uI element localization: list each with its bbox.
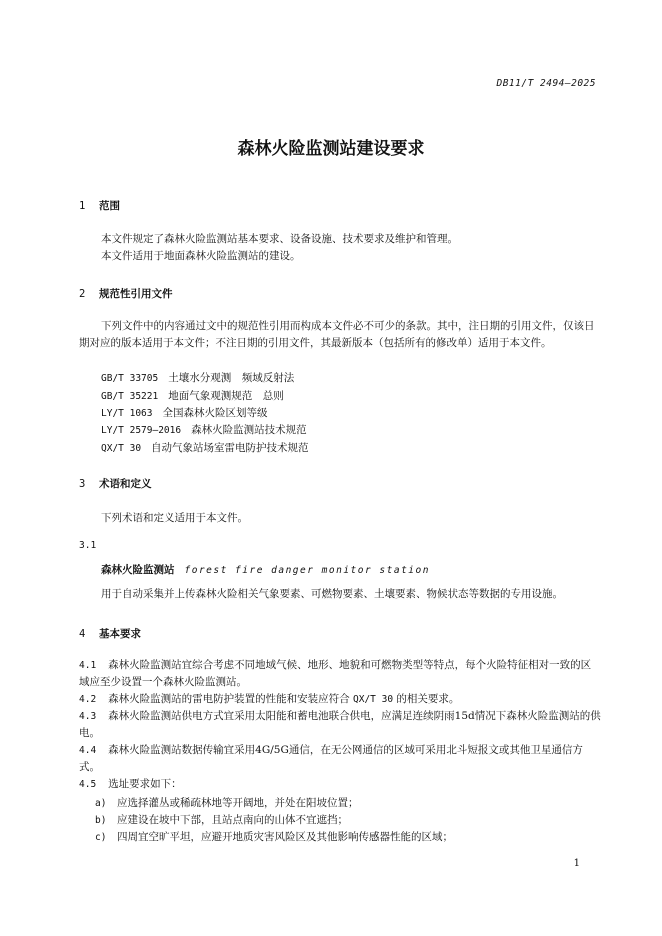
- section-title: 术语和定义: [99, 478, 152, 490]
- clause-text: 森林火险监测站供电方式宜采用太阳能和蓄电池联合供电，应满足连续阴雨15d情况下森林火险监测站的供电。: [79, 710, 601, 739]
- reference-name: 自动气象站场室雷电防护技术规范: [151, 442, 309, 454]
- list-item: [95, 795, 359, 810]
- reference-code: LY/T 1063: [101, 408, 153, 419]
- reference-item: [101, 440, 309, 455]
- clause-number: 4.1: [79, 660, 97, 671]
- reference-name: 土壤水分观测 频域反射法: [168, 372, 295, 384]
- clause-number: 4.4: [79, 745, 97, 756]
- term-number: 3.1: [79, 540, 97, 551]
- list-letter: b): [95, 815, 107, 826]
- reference-name: 全国森林火险区划等级: [162, 407, 268, 419]
- section-number: 3: [79, 478, 86, 490]
- section-2-heading: [79, 286, 173, 301]
- section-number: 1: [79, 200, 86, 212]
- clause-text: 森林火险监测站宜综合考虑不同地域气候、地形、地貌和可燃物类型等特点，每个火险特征相对一致的区域应至少设置一个森林火险监测站。: [79, 659, 592, 688]
- section-1-heading: [79, 198, 120, 213]
- reference-code: QX/T 30: [353, 694, 394, 705]
- scope-paragraph-2: 本文件适用于地面森林火险监测站的建设。: [101, 250, 301, 262]
- section-title: 范围: [99, 200, 120, 212]
- term-chinese: 森林火险监测站: [101, 564, 175, 576]
- reference-code: GB/T 35221: [101, 391, 159, 402]
- section-3-heading: [79, 476, 152, 491]
- list-item: [95, 812, 348, 827]
- scope-paragraph-1: 本文件规定了森林火险监测站基本要求、设备设施、技术要求及维护和管理。: [101, 233, 458, 245]
- section-4-heading: [79, 626, 141, 641]
- term-entry: [101, 562, 430, 577]
- reference-item: [101, 370, 294, 385]
- clause-number: 4.5: [79, 779, 97, 790]
- reference-item: [101, 405, 267, 420]
- standard-code: DB11/T 2494—2025: [496, 78, 596, 89]
- clause-text: 森林火险监测站的雷电防护装置的性能和安装应符合: [108, 693, 350, 705]
- section-number: 4: [79, 628, 86, 640]
- reference-item: [101, 388, 284, 403]
- clause-4-2: [79, 691, 601, 708]
- clause-text: 选址要求如下：: [108, 778, 182, 790]
- reference-code: QX/T 30: [101, 443, 142, 454]
- section-title: 规范性引用文件: [99, 288, 173, 300]
- reference-code: GB/T 33705: [101, 373, 159, 384]
- term-english: forest fire danger monitor station: [184, 565, 430, 576]
- document-title: 森林火险监测站建设要求: [237, 139, 425, 159]
- clause-4-1: [79, 657, 601, 691]
- clause-4-4: [79, 742, 601, 776]
- clause-4-3: [79, 708, 601, 742]
- clause-text: 森林火险监测站数据传输宜采用4G/5G通信，在无公网通信的区域可采用北斗短报文或其他卫星通信方式。: [79, 744, 583, 773]
- list-letter: c): [95, 832, 107, 843]
- terms-intro: 下列术语和定义适用于本文件。: [101, 512, 248, 524]
- list-item: [95, 829, 453, 844]
- term-definition: 用于自动采集并上传森林火险相关气象要素、可燃物要素、土壤要素、物候状态等数据的专用设施。: [101, 588, 563, 600]
- list-letter: a): [95, 798, 107, 809]
- normative-references-intro: 下列文件中的内容通过文中的规范性引用而构成本文件必不可少的条款。其中，注日期的引用文件，仅该日期对应的版本适用于本文件；不注日期的引用文件，其最新版本（包括所有的修改单）适用于本文件。: [79, 320, 595, 349]
- reference-item: [101, 422, 307, 437]
- page-number: 1: [573, 858, 580, 869]
- reference-code: LY/T 2579—2016: [101, 425, 182, 436]
- reference-name: 森林火险监测站技术规范: [191, 424, 307, 436]
- list-text: 应选择灌丛或稀疏林地等开阔地，并处在阳坡位置；: [117, 797, 359, 809]
- clause-number: 4.3: [79, 711, 97, 722]
- list-text: 四周宜空旷平坦，应避开地质灾害风险区及其他影响传感器性能的区域；: [117, 831, 453, 843]
- section-number: 2: [79, 288, 86, 300]
- clause-number: 4.2: [79, 694, 97, 705]
- section-title: 基本要求: [99, 628, 141, 640]
- list-text: 应建设在坡中下部，且站点南向的山体不宜遮挡；: [117, 814, 348, 826]
- reference-name: 地面气象观测规范 总则: [168, 390, 284, 402]
- clause-4-5: [79, 776, 601, 793]
- clause-text: 的相关要求。: [396, 693, 460, 705]
